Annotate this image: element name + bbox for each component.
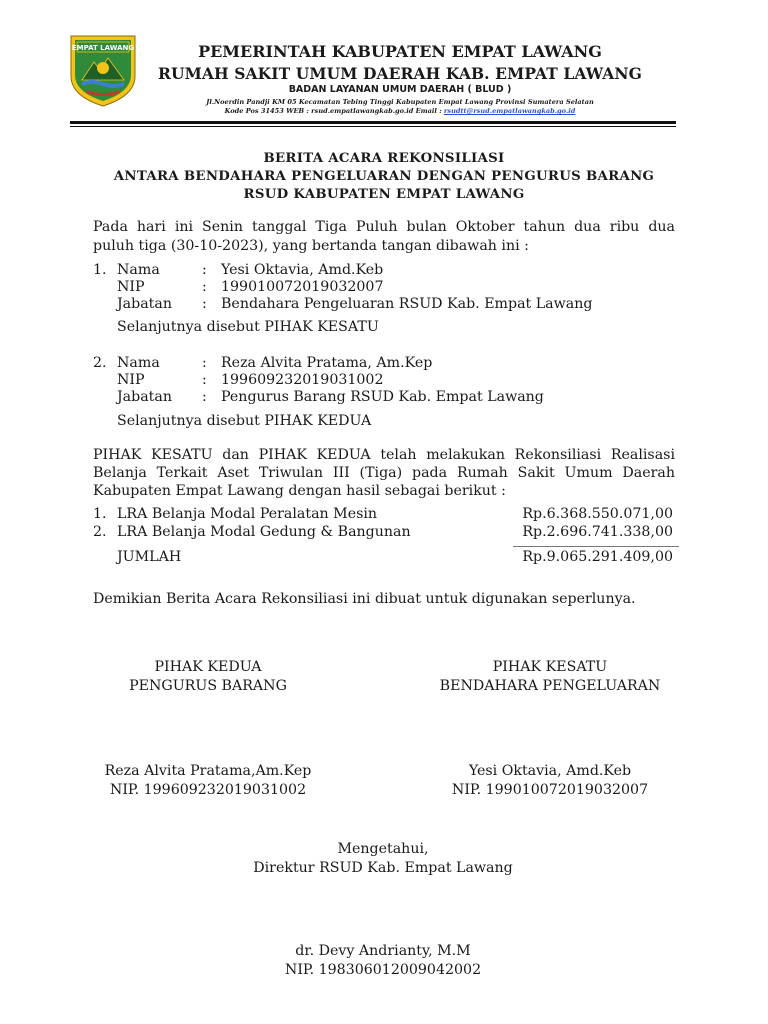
sig-right-role-2: BENDAHARA PENGELUARAN xyxy=(439,678,661,694)
email-link[interactable]: rsudtt@rsud.empatlawangkab.go.id xyxy=(443,107,576,115)
director-acknowledge: Mengetahui, xyxy=(337,841,429,857)
closing-statement: Demikian Berita Acara Rekonsiliasi ini dibuat untuk digunakan seperlunya. xyxy=(93,591,636,607)
item-1-number: 1. xyxy=(93,506,107,522)
header-agency: BADAN LAYANAN UMUM DAERAH ( BLUD ) xyxy=(288,84,512,95)
sig-right-name: Yesi Oktavia, Amd.Keb xyxy=(468,763,632,779)
party-1-nama-label: Nama xyxy=(117,262,160,278)
party-2-number: 2. xyxy=(93,355,107,371)
result-line-2: Belanja Terkait Aset Triwulan III (Tiga) pada Rumah Sakit Umum Daerah xyxy=(93,465,675,481)
party-1-nama: Yesi Oktavia, Amd.Keb xyxy=(221,262,384,278)
party-2-jabatan: Pengurus Barang RSUD Kab. Empat Lawang xyxy=(221,389,544,405)
item-2-amount: Rp.2.696.741.338,00 xyxy=(522,524,673,540)
party-1-number: 1. xyxy=(93,262,107,278)
party-2-nip-label: NIP xyxy=(117,372,145,388)
sum-divider xyxy=(513,546,679,547)
party-1-note: Selanjutnya disebut PIHAK KESATU xyxy=(117,319,379,335)
director-name: dr. Devy Andrianty, M.M xyxy=(295,943,471,959)
header-government: PEMERINTAH KABUPATEN EMPAT LAWANG xyxy=(198,42,602,61)
result-line-3: Kabupaten Empat Lawang dengan hasil sebagai berikut : xyxy=(93,483,506,499)
logo-text: EMPAT LAWANG xyxy=(71,44,135,52)
party-2-nip: 199609232019031002 xyxy=(221,372,384,388)
party-1-jabatan-label: Jabatan xyxy=(117,296,172,312)
address-line: Jl.Noerdin Pandji KM 05 Kecamatan Tebing Tinggi Kabupaten Empat Lawang Provinsi Sumatera Selatan xyxy=(206,98,594,106)
party-1-nip: 199010072019032007 xyxy=(221,279,384,295)
title-line-3: RSUD KABUPATEN EMPAT LAWANG xyxy=(243,187,525,202)
sig-left-nip: NIP. 199609232019031002 xyxy=(109,782,307,798)
colon: : xyxy=(202,389,207,405)
party-2-jabatan-label: Jabatan xyxy=(117,389,172,405)
regency-logo xyxy=(68,32,138,108)
colon: : xyxy=(202,296,207,312)
title-line-2: ANTARA BENDAHARA PENGELUARAN DENGAN PENGURUS BARANG xyxy=(113,169,655,184)
colon: : xyxy=(202,279,207,295)
colon: : xyxy=(202,372,207,388)
party-1-nip-label: NIP xyxy=(117,279,145,295)
sig-left-role-2: PENGURUS BARANG xyxy=(129,678,287,694)
party-2-nama-label: Nama xyxy=(117,355,160,371)
sig-right-role-1: PIHAK KESATU xyxy=(492,659,608,675)
party-2-note: Selanjutnya disebut PIHAK KEDUA xyxy=(117,413,372,429)
intro-line-2: puluh tiga (30-10-2023), yang bertanda tangan dibawah ini : xyxy=(93,238,529,254)
colon: : xyxy=(202,355,207,371)
intro-line-1: Pada hari ini Senin tanggal Tiga Puluh bulan Oktober tahun dua ribu dua xyxy=(93,219,675,235)
total-amount: Rp.9.065.291.409,00 xyxy=(522,549,673,565)
header-hospital: RUMAH SAKIT UMUM DAERAH KAB. EMPAT LAWANG xyxy=(158,64,642,83)
sig-left-name: Reza Alvita Pratama,Am.Kep xyxy=(104,763,312,779)
item-2-number: 2. xyxy=(93,524,107,540)
item-1-amount: Rp.6.368.550.071,00 xyxy=(522,506,673,522)
party-2-nama: Reza Alvita Pratama, Am.Kep xyxy=(221,355,433,371)
title-line-1: BERITA ACARA REKONSILIASI xyxy=(263,151,505,166)
sig-left-role-1: PIHAK KEDUA xyxy=(154,659,262,675)
header-address xyxy=(150,98,650,116)
item-2-label: LRA Belanja Modal Gedung & Bangunan xyxy=(117,524,411,540)
result-line-1: PIHAK KESATU dan PIHAK KEDUA telah melakukan Rekonsiliasi Realisasi xyxy=(93,447,675,463)
header-rule-thin xyxy=(70,126,676,127)
contact-prefix: Kode Pos 31453 WEB : rsud.empatlawangkab.go.id Email : xyxy=(224,107,444,115)
colon: : xyxy=(202,262,207,278)
contact-line xyxy=(150,107,650,116)
item-1-label: LRA Belanja Modal Peralatan Mesin xyxy=(117,506,378,522)
sig-right-nip: NIP. 199010072019032007 xyxy=(451,782,649,798)
party-1-jabatan: Bendahara Pengeluaran RSUD Kab. Empat Lawang xyxy=(221,296,593,312)
header-rule-thick xyxy=(70,121,676,124)
total-label: JUMLAH xyxy=(117,549,182,565)
director-title: Direktur RSUD Kab. Empat Lawang xyxy=(253,860,513,876)
director-nip: NIP. 198306012009042002 xyxy=(284,962,482,978)
